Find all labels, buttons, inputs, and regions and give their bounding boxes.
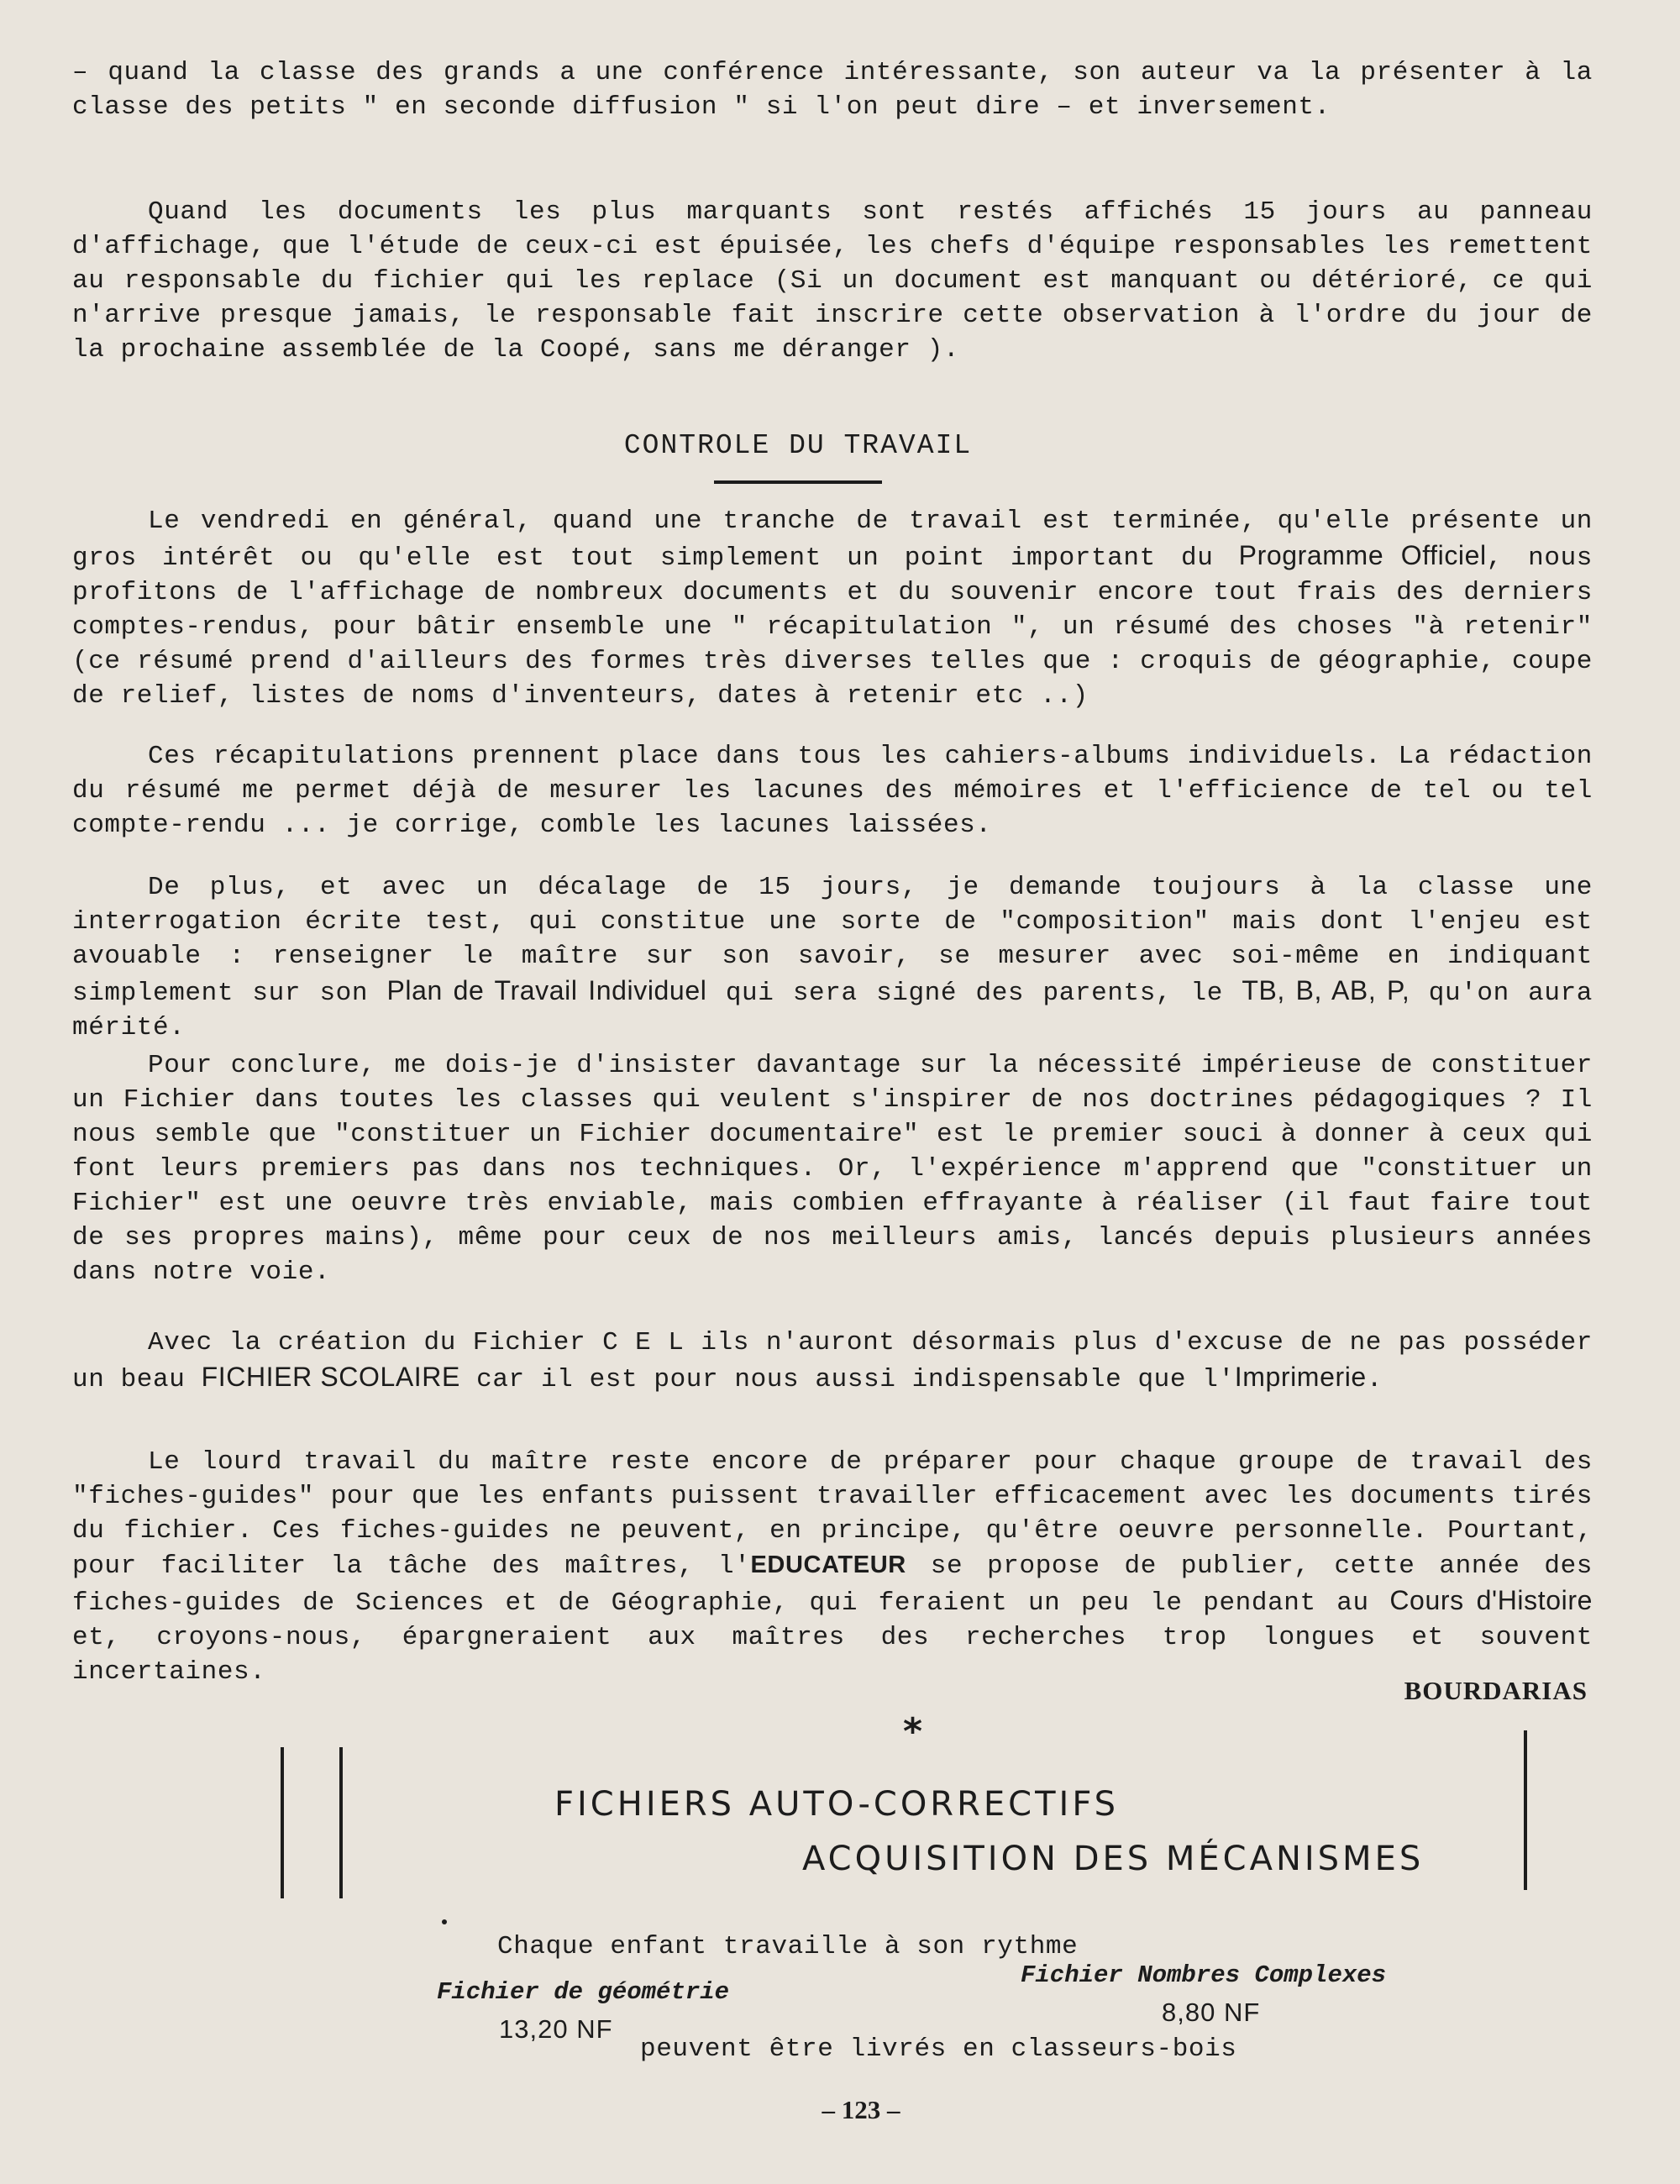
- paragraph-5-part-a: De plus, et avec un décalage de 15 jours, je demande toujours à la classe une interrogation écrite test, qui constitue une sorte de "composition" mais dont l'enjeu est avouable : renseigner le maître sur son savoir, se mesurer avec soi-même en indiquant simplement sur son: [72, 873, 1593, 1008]
- paragraph-8-part-c: se propose de publier, cette année des fiches-guides de Sciences et de Géographie, qui feraient un peu le pendant au: [72, 1551, 1593, 1618]
- paragraph-5-grades: TB, B, AB, P,: [1242, 975, 1410, 1005]
- paragraph-8-part-a: Le lourd travail du maître reste encore de préparer pour chaque groupe de travail des "fiches-guides" pour que les enfants puissent travailler efficacement avec les documents tirés du fichier. Ces fiches-guides ne peuvent, en principe, qu'être oeuvre personnelle. Pourtant, pour faciliter la tâche des maîtres, l': [72, 1447, 1593, 1581]
- advert-left-rule-2: [339, 1747, 343, 1898]
- advert-tagline: Chaque enfant travaille à son rythme: [497, 1932, 1079, 1961]
- advert-product-2-title: Fichier Nombres Complexes: [1021, 1961, 1387, 1989]
- paragraph-5-part-c: qui sera signé des parents, le: [706, 979, 1242, 1008]
- asterisk-separator: *: [903, 1710, 923, 1753]
- advert-product-1-price: 13,20 NF: [499, 2014, 613, 2044]
- paragraph-7-imprimerie: Imprimerie: [1234, 1362, 1367, 1392]
- paragraph-8-text: [72, 1445, 1593, 1689]
- paragraph-3-text: [72, 504, 1593, 713]
- paragraph-1: [72, 55, 1593, 124]
- paragraph-7-part-e: .: [1366, 1365, 1383, 1394]
- paragraph-7-text: [72, 1326, 1593, 1397]
- paragraph-5-text: [72, 870, 1593, 1045]
- paragraph-5-plan-de-travail: Plan de Travail Individuel: [386, 975, 707, 1005]
- paragraph-3-programme-officiel: Programme Officiel: [1238, 540, 1487, 570]
- advert-product-2-price: 8,80 NF: [1162, 1998, 1261, 2027]
- author-signature: BOURDARIAS: [1404, 1676, 1588, 1705]
- paragraph-5: [72, 870, 1593, 1045]
- paragraph-7-part-c: car il est pour nous aussi indispensable que l': [459, 1365, 1235, 1394]
- advert-right-rule: [1524, 1730, 1527, 1890]
- paragraph-4: [72, 739, 1593, 843]
- advert-product-1-title: Fichier de géométrie: [437, 1978, 730, 2006]
- paragraph-6-text: Pour conclure, me dois-je d'insister davantage sur la nécessité impérieuse de constituer un Fichier dans toutes les classes qui veulent s'inspirer de nos doctrines pédagogiques ? Il nous semble que "constituer un Fichier documentaire" est le premier souci à donner à ceux qui font leurs premiers pas dans nos techniques. Or, l'expérience m'apprend que "constituer un Fichier" est une oeuvre très enviable, mais combien effrayante à réaliser (il faut faire tout de ses propres mains), même pour ceux de nos meilleurs amis, lancés depuis plusieurs années dans notre voie.: [72, 1051, 1593, 1287]
- paragraph-8-educateur: EDUCATEUR: [750, 1551, 906, 1578]
- paragraph-5-part-e: qu'on aura mérité.: [72, 979, 1593, 1042]
- paragraph-2: [72, 195, 1593, 367]
- paragraph-6: [72, 1048, 1593, 1289]
- advert-dot: [442, 1919, 447, 1924]
- paragraph-3-part-c: , nous profitons de l'affichage de nombreux documents et du souvenir encore tout frais des derniers comptes-rendus, pour bâtir ensemble une " récapitulation ", un résumé des choses "à retenir" (ce résumé prend d'ailleurs des formes très diverses telles que : croquis de géographie, coupe de relief, listes de noms d'inventeurs, dates à retenir etc ..): [72, 543, 1593, 711]
- paragraph-1-text: – quand la classe des grands a une conférence intéressante, son auteur va la présenter à la classe des petits " en seconde diffusion " si l'on peut dire – et inversement.: [72, 58, 1593, 122]
- section-heading: CONTROLE DU TRAVAIL: [623, 430, 973, 461]
- paragraph-4-text: Ces récapitulations prennent place dans tous les cahiers-albums individuels. La rédaction du résumé me permet déjà de mesurer les lacunes des mémoires et l'efficience de tel ou tel compte-rendu ... je corrige, comble les lacunes laissées.: [72, 742, 1593, 840]
- paragraph-7-part-a: Avec la création du Fichier C E L ils n'auront désormais plus d'excuse de ne pas posséder un beau: [72, 1328, 1593, 1394]
- advert-title-line-1: FICHIERS AUTO-CORRECTIFS: [554, 1785, 1120, 1824]
- paragraph-2-text: Quand les documents les plus marquants sont restés affichés 15 jours au panneau d'affichage, que l'étude de ceux-ci est épuisée, les chefs d'équipe responsables les remettent au responsable du fichier qui les replace (Si un document est manquant ou détérioré, ce qui n'arrive presque jamais, le responsable fait inscrire cette observation à l'ordre du jour de la prochaine assemblée de la Coopé, sans me déranger ).: [72, 197, 1593, 365]
- advert-left-rule-1: [281, 1747, 284, 1898]
- paragraph-3: [72, 504, 1593, 713]
- paragraph-7-fichier-scolaire: FICHIER SCOLAIRE: [201, 1362, 460, 1392]
- advert-note: peuvent être livrés en classeurs-bois: [640, 2034, 1237, 2064]
- heading-underline: [714, 480, 882, 484]
- advert-title-line-2: ACQUISITION DES MÉCANISMES: [802, 1840, 1425, 1878]
- paragraph-8: [72, 1445, 1593, 1689]
- paragraph-8-cours-histoire: Cours d'Histoire: [1389, 1585, 1593, 1615]
- paragraph-3-part-a: Le vendredi en général, quand une tranche de travail est terminée, qu'elle présente un gros intérêt ou qu'elle est tout simplement un point important du: [72, 507, 1593, 573]
- paragraph-7: [72, 1326, 1593, 1397]
- page-number: – 123 –: [822, 2095, 900, 2124]
- paragraph-8-part-e: et, croyons-nous, épargneraient aux maîtres des recherches trop longues et souvent incertaines.: [72, 1623, 1593, 1687]
